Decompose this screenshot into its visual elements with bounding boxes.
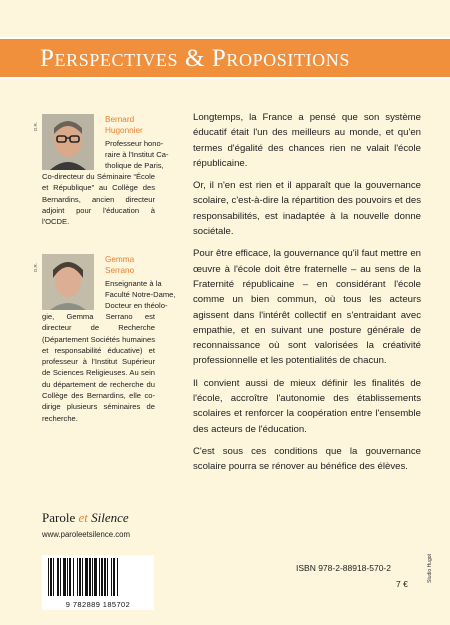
barcode-bar bbox=[117, 558, 118, 596]
barcode-bar bbox=[60, 558, 61, 596]
barcode-bar bbox=[48, 558, 49, 596]
barcode-bar bbox=[85, 558, 88, 596]
blurb-paragraph: Pour être efficace, la gouvernance qu'il faut mettre en œuvre à l'école doit être fraternelle – au sens de la Fraternité républicaine – en considérant l'école comme un bien commun, où tous les acteurs agissent dans l'intérêt collectif en s'entraidant avec empathie, et en suivant une posture générale de reconnaissance où sont valorisées la créativité professionnelle et les potentialités de chacun. bbox=[193, 248, 421, 367]
author-bio-line: raire à l'Institut Ca- bbox=[105, 150, 169, 159]
price: 7 € bbox=[396, 579, 408, 589]
blurb-paragraph: Longtemps, la France a pensé que son système éducatif était l'un des meilleurs au monde, et qu'en termes d'égalité des chances rien ne valait l'école républicaine. bbox=[193, 112, 421, 169]
barcode-bar bbox=[101, 558, 103, 596]
barcode-bar bbox=[111, 558, 112, 596]
publisher-logo bbox=[42, 510, 129, 526]
blurb-paragraph: Il convient aussi de mieux définir les finalités de l'école, accroître l'autonomie des établissements scolaires et renforcer la coopération entre l'ensemble des acteurs de l'éducation. bbox=[193, 377, 421, 435]
author-bio-line: Enseignante à la bbox=[105, 279, 162, 288]
author-bio-line: tholique de Paris, bbox=[105, 161, 164, 170]
barcode-bar bbox=[107, 558, 108, 596]
barcode-bar bbox=[99, 558, 100, 596]
blurb-paragraph: C'est sous ces conditions que la gouvernance scolaire pourra se rénover au bénéfice des élèves. bbox=[193, 445, 421, 473]
photo-credit: D.R. bbox=[33, 263, 38, 272]
barcode bbox=[42, 555, 154, 610]
barcode-bars bbox=[42, 555, 154, 599]
logo-word: et bbox=[78, 510, 88, 525]
barcode-bar bbox=[57, 558, 59, 596]
barcode-bar bbox=[63, 558, 66, 596]
author-bio-line: Faculté Notre-Dame, bbox=[105, 290, 176, 299]
barcode-bar bbox=[50, 558, 52, 596]
isbn: ISBN 978-2-88918-570-2 bbox=[296, 563, 391, 573]
author-bio-line: Docteur en théolo- bbox=[105, 301, 168, 310]
banner-title: Perspectives & Propositions bbox=[40, 45, 350, 72]
header-banner bbox=[0, 37, 450, 79]
author-photo-serrano bbox=[42, 254, 94, 310]
barcode-number: 9 782889 185702 bbox=[65, 600, 131, 609]
barcode-bar bbox=[69, 558, 71, 596]
author-bio: gie, Gemma Serrano est directeur de Recherche (Département Sociétés humaines et responsabilité éducative) et professeur à l'Institut Supérieur de Sciences Religieuses. Au sein du département de recherche du Collège des Bernardins, elle co-dirige plusieurs séminaires de recherche. bbox=[42, 312, 155, 423]
logo-word: Parole bbox=[42, 510, 76, 525]
author-photo-hugonnier bbox=[42, 114, 94, 170]
author-bio-line: Professeur hono- bbox=[105, 139, 164, 148]
barcode-bar bbox=[89, 558, 91, 596]
author-last-name: Serrano bbox=[105, 266, 135, 275]
author-first-name: Bernard bbox=[105, 115, 135, 124]
photo-credit: D.R. bbox=[33, 122, 38, 131]
blurb bbox=[193, 110, 421, 482]
barcode-bar bbox=[104, 558, 106, 596]
author-bio: Co-directeur du Séminaire “École et République” au Collège des Bernardins, ancien directeur adjoint pour l'éducation à l'OCDE. bbox=[42, 172, 155, 227]
barcode-bar bbox=[77, 558, 78, 596]
barcode-bar bbox=[113, 558, 115, 596]
barcode-bar bbox=[82, 558, 83, 596]
barcode-bar bbox=[53, 558, 54, 596]
barcode-bar bbox=[79, 558, 81, 596]
barcode-bar bbox=[94, 558, 97, 596]
publisher-website: www.paroleetsilence.com bbox=[42, 530, 130, 539]
author-last-name: Hugonnier bbox=[105, 126, 143, 135]
barcode-bar bbox=[73, 558, 74, 596]
design-credit: Studio Hugot bbox=[427, 554, 433, 583]
author-first-name: Gemma bbox=[105, 255, 135, 264]
barcode-bar bbox=[67, 558, 68, 596]
barcode-bar bbox=[92, 558, 93, 596]
logo-word: Silence bbox=[91, 510, 129, 525]
blurb-paragraph: Or, il n'en est rien et il apparaît que la gouvernance scolaire, c'est-à-dire la répartition des pouvoirs et des responsabilités, est inadaptée à la nouvelle donne sociétale. bbox=[193, 180, 421, 238]
